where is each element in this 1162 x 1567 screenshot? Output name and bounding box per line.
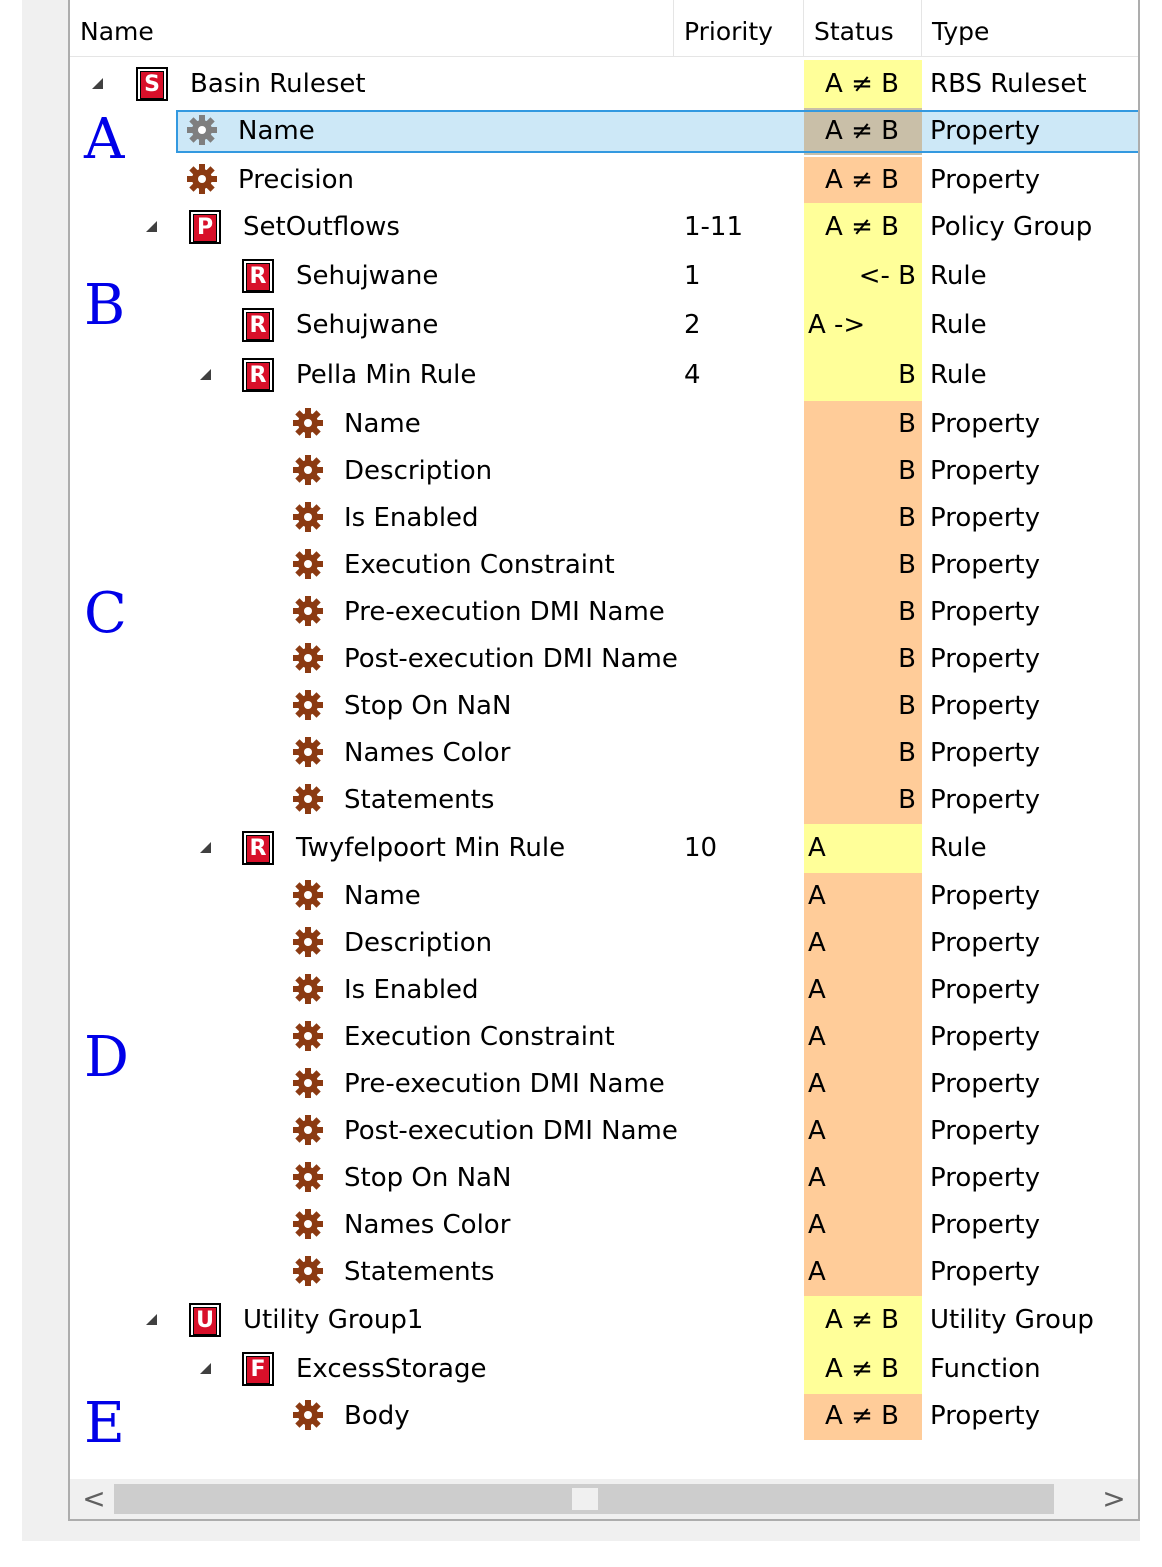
tree-row[interactable] — [70, 301, 1138, 351]
row-type: Property — [930, 550, 1041, 580]
row-type: Property — [930, 597, 1041, 627]
row-name: Sehujwane — [296, 310, 439, 340]
tree-row[interactable] — [70, 1345, 1138, 1394]
tree-row[interactable] — [70, 252, 1138, 301]
annotation-label-d: D — [84, 1025, 129, 1090]
gear-icon — [292, 736, 324, 768]
row-status: B — [898, 409, 916, 439]
gear-icon — [292, 1114, 324, 1146]
row-type: Policy Group — [930, 212, 1093, 242]
row-status: A ≠ B — [825, 69, 899, 99]
gear-icon — [292, 783, 324, 815]
annotation-label-b: B — [84, 273, 126, 338]
gear-icon — [292, 501, 324, 533]
tree-row[interactable] — [70, 1061, 1138, 1108]
row-priority: 10 — [684, 833, 718, 863]
row-name: Basin Ruleset — [190, 69, 366, 99]
tree-row[interactable] — [70, 60, 1138, 110]
tree-row[interactable] — [70, 401, 1138, 448]
row-status: A — [808, 1257, 826, 1287]
row-name: Statements — [344, 785, 495, 815]
row-type: Property — [930, 165, 1041, 195]
row-status: B — [898, 503, 916, 533]
item-type-badge-icon: S — [136, 67, 168, 101]
gear-icon — [292, 548, 324, 580]
gear-icon — [292, 1161, 324, 1193]
row-type: Property — [930, 1257, 1041, 1287]
row-type: Property — [930, 738, 1041, 768]
item-type-badge-icon: R — [242, 308, 274, 342]
row-priority: 4 — [684, 360, 701, 390]
tree-list-view — [68, 0, 1140, 1521]
row-type: Utility Group — [930, 1305, 1094, 1335]
row-status: B — [898, 456, 916, 486]
tree-row[interactable] — [70, 1108, 1138, 1155]
row-name: Names Color — [344, 1210, 511, 1240]
row-status: A ≠ B — [825, 1401, 899, 1431]
window-frame — [22, 0, 1140, 1541]
row-status: A ≠ B — [825, 116, 899, 146]
tree-row[interactable] — [70, 203, 1138, 252]
row-name: Is Enabled — [344, 503, 479, 533]
tree-row[interactable] — [70, 1014, 1138, 1061]
row-name: Stop On NaN — [344, 691, 512, 721]
row-name: Names Color — [344, 738, 511, 768]
scroll-left-icon[interactable]: < — [82, 1482, 106, 1515]
row-type: Property — [930, 1163, 1041, 1193]
row-status: B — [898, 738, 916, 768]
row-type: Rule — [930, 261, 987, 291]
row-name: Execution Constraint — [344, 1022, 615, 1052]
row-type: Property — [930, 975, 1041, 1005]
row-name: Pella Min Rule — [296, 360, 477, 390]
row-name: Body — [344, 1401, 410, 1431]
tree-row[interactable] — [70, 495, 1138, 542]
row-status: A — [808, 928, 826, 958]
row-priority: 1-11 — [684, 212, 744, 242]
item-type-badge-icon: R — [242, 358, 274, 392]
row-name: Pre-execution DMI Name — [344, 597, 665, 627]
row-name: ExcessStorage — [296, 1354, 487, 1384]
item-type-badge-icon: P — [189, 210, 221, 244]
row-status: A -> — [808, 310, 866, 340]
row-status: B — [898, 597, 916, 627]
row-type: Property — [930, 456, 1041, 486]
item-type-badge-icon: R — [242, 831, 274, 865]
tree-row[interactable] — [70, 636, 1138, 683]
column-header-row — [70, 0, 1138, 57]
row-name: Post-execution DMI Name — [344, 644, 678, 674]
row-name: Sehujwane — [296, 261, 439, 291]
row-type: Rule — [930, 833, 987, 863]
row-status: <- B — [858, 261, 916, 291]
row-priority: 2 — [684, 310, 701, 340]
row-status: A ≠ B — [825, 165, 899, 195]
row-name: Description — [344, 456, 493, 486]
row-status: B — [898, 644, 916, 674]
item-type-badge-icon: U — [189, 1303, 221, 1337]
row-name: Execution Constraint — [344, 550, 615, 580]
row-type: RBS Ruleset — [930, 69, 1087, 99]
row-status: A — [808, 1022, 826, 1052]
row-status: A — [808, 1163, 826, 1193]
row-status: A — [808, 1116, 826, 1146]
row-name: Stop On NaN — [344, 1163, 512, 1193]
row-status: B — [898, 691, 916, 721]
row-name: Name — [238, 116, 315, 146]
tree-row[interactable] — [70, 920, 1138, 967]
gear-icon — [292, 642, 324, 674]
row-status: A ≠ B — [825, 1354, 899, 1384]
row-type: Property — [930, 1210, 1041, 1240]
row-status: A — [808, 975, 826, 1005]
tree-row[interactable] — [70, 873, 1138, 920]
row-name: Name — [344, 881, 421, 911]
gear-icon — [292, 973, 324, 1005]
row-status: A ≠ B — [825, 212, 899, 242]
gear-icon — [186, 114, 218, 146]
column-header-name[interactable]: Name — [70, 0, 674, 56]
row-type: Property — [930, 503, 1041, 533]
row-name: Statements — [344, 1257, 495, 1287]
gear-icon — [292, 595, 324, 627]
tree-row[interactable] — [70, 777, 1138, 824]
gear-icon — [292, 1020, 324, 1052]
row-name: Post-execution DMI Name — [344, 1116, 678, 1146]
tree-row[interactable] — [70, 1296, 1138, 1345]
annotation-label-c: C — [84, 581, 127, 646]
tree-row[interactable] — [70, 157, 1138, 204]
row-type: Property — [930, 881, 1041, 911]
tree-row[interactable] — [70, 351, 1138, 401]
row-name: Precision — [238, 165, 355, 195]
row-type: Property — [930, 1022, 1041, 1052]
gear-icon — [292, 1208, 324, 1240]
item-type-badge-icon: F — [242, 1352, 274, 1386]
gear-icon — [292, 689, 324, 721]
tree-row[interactable] — [70, 730, 1138, 777]
row-status: B — [898, 360, 916, 390]
column-header-priority[interactable]: Priority — [674, 0, 804, 56]
row-status: B — [898, 550, 916, 580]
row-type: Property — [930, 409, 1041, 439]
row-name: Pre-execution DMI Name — [344, 1069, 665, 1099]
gear-icon — [186, 163, 218, 195]
tree-row[interactable] — [70, 1202, 1138, 1249]
gear-icon — [292, 1067, 324, 1099]
tree-row[interactable] — [70, 448, 1138, 495]
row-status: B — [898, 785, 916, 815]
row-type: Property — [930, 1116, 1041, 1146]
row-type: Property — [930, 1069, 1041, 1099]
tree-row-selected[interactable] — [70, 108, 1138, 155]
row-name: Name — [344, 409, 421, 439]
column-header-status[interactable]: Status — [804, 0, 922, 56]
row-name: Twyfelpoort Min Rule — [296, 833, 566, 863]
row-status: A ≠ B — [825, 1305, 899, 1335]
row-type: Property — [930, 691, 1041, 721]
row-type: Rule — [930, 310, 987, 340]
row-status: A — [808, 1210, 826, 1240]
row-type: Rule — [930, 360, 987, 390]
tree-row[interactable] — [70, 967, 1138, 1014]
row-type: Function — [930, 1354, 1041, 1384]
column-header-type[interactable]: Type — [932, 17, 990, 46]
row-name: Description — [344, 928, 493, 958]
scrollbar-grip — [572, 1488, 598, 1510]
row-type: Property — [930, 116, 1041, 146]
tree-row[interactable] — [70, 1249, 1138, 1296]
gear-icon — [292, 926, 324, 958]
tree-row[interactable] — [70, 589, 1138, 636]
scroll-right-icon[interactable]: > — [1102, 1482, 1126, 1515]
row-name: Utility Group1 — [243, 1305, 424, 1335]
annotation-label-a: A — [84, 107, 125, 172]
row-priority: 1 — [684, 261, 701, 291]
row-status: A — [808, 1069, 826, 1099]
row-type: Property — [930, 928, 1041, 958]
gear-icon — [292, 407, 324, 439]
row-type: Property — [930, 785, 1041, 815]
horizontal-scrollbar[interactable] — [70, 1479, 1138, 1519]
gear-icon — [292, 879, 324, 911]
annotation-label-e: E — [84, 1391, 125, 1456]
gear-icon — [292, 1255, 324, 1287]
tree-row[interactable] — [70, 1155, 1138, 1202]
tree-row[interactable] — [70, 683, 1138, 730]
row-name: Is Enabled — [344, 975, 479, 1005]
gear-icon — [292, 1399, 324, 1431]
row-status: A — [808, 833, 826, 863]
gear-icon — [292, 454, 324, 486]
tree-row[interactable] — [70, 824, 1138, 873]
row-name: SetOutflows — [243, 212, 400, 242]
row-type: Property — [930, 644, 1041, 674]
row-type: Property — [930, 1401, 1041, 1431]
tree-row[interactable] — [70, 1394, 1138, 1440]
tree-row[interactable] — [70, 542, 1138, 589]
row-status: A — [808, 881, 826, 911]
item-type-badge-icon: R — [242, 259, 274, 293]
